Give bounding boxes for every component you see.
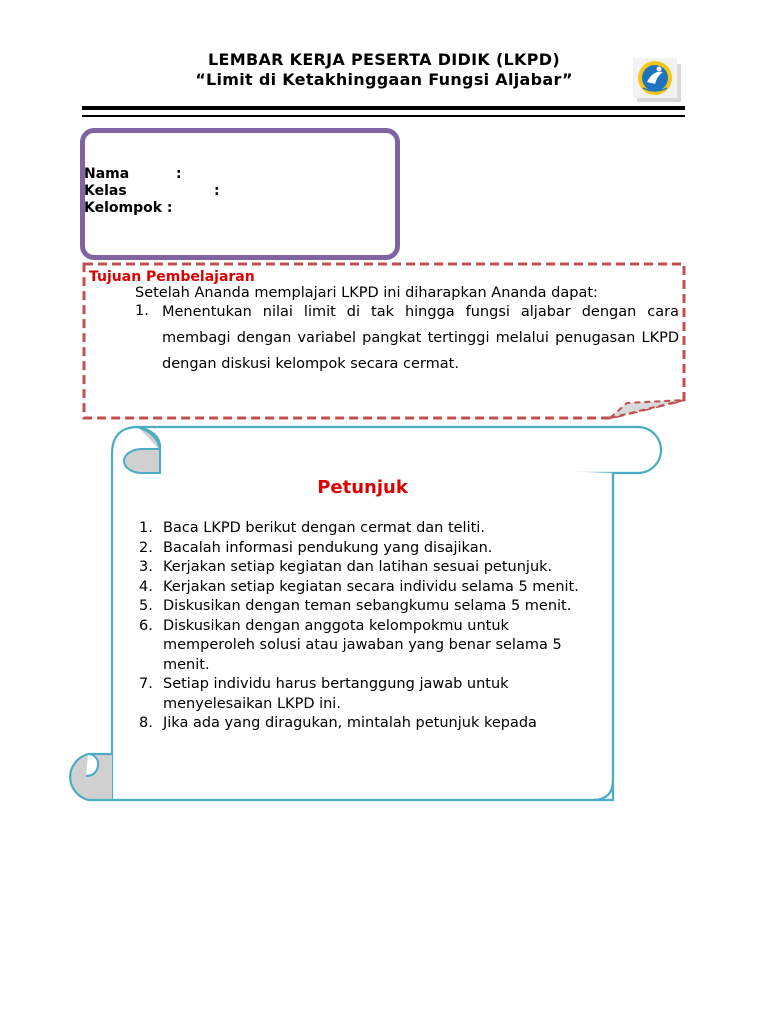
instruction-number: 8. [139, 715, 153, 731]
instruction-item [120, 617, 605, 676]
instruction-item [120, 578, 605, 598]
instruction-text: Kerjakan setiap kegiatan dan latihan sesuai petunjuk. [163, 559, 553, 575]
instruction-number: 7. [139, 676, 153, 692]
instruction-item [120, 558, 605, 578]
instruction-text: Kerjakan setiap kegiatan secara individu selama 5 menit. [163, 578, 579, 595]
student-identity-box [80, 128, 400, 260]
nama-label: Nama [84, 166, 130, 182]
document-subtitle: “Limit di Ketakhinggaan Fungsi Aljabar” [195, 70, 573, 89]
objective-text: Menentukan nilai limit di tak hingga fungsi aljabar dengan cara membagi dengan variabel pangkat tertinggi melalui penugasan LKPD dengan diskusi kelompok secara cermat. [162, 304, 679, 372]
instruction-item [120, 714, 605, 734]
instruction-number: 6. [139, 617, 153, 634]
header-divider-thick [82, 106, 685, 110]
instructions-list-area [120, 519, 605, 749]
instructions-list [120, 519, 605, 734]
instruction-number: 4. [139, 578, 153, 595]
instruction-number: 2. [139, 539, 153, 556]
objectives-intro: Setelah Ananda memplajari LKPD ini diharapkan Ananda dapat: [135, 285, 598, 301]
instruction-item [120, 519, 605, 539]
instruction-text: Setiap individu harus bertanggung jawab untuk menyelesaikan LKPD ini. [163, 676, 509, 712]
instruction-item [120, 675, 605, 714]
instruction-text: Bacalah informasi pendukung yang disajikan. [163, 539, 493, 556]
kelas-label: Kelas [84, 183, 127, 199]
objective-number: 1. [135, 303, 149, 319]
nama-colon: : [176, 166, 182, 182]
header-divider-thin [82, 115, 685, 117]
instructions-title: Petunjuk [317, 477, 408, 498]
instruction-text: Diskusikan dengan anggota kelompokmu untuk memperoleh solusi atau jawaban yang benar selama 5 menit. [163, 617, 562, 673]
instruction-number: 1. [139, 520, 153, 536]
instruction-text: Diskusikan dengan teman sebangkumu selama 5 menit. [163, 598, 572, 614]
instruction-number: 3. [139, 559, 153, 575]
instruction-item [120, 539, 605, 559]
instruction-text: Baca LKPD berikut dengan cermat dan teliti. [163, 520, 485, 536]
instruction-item [120, 597, 605, 617]
document-title: LEMBAR KERJA PESERTA DIDIK (LKPD) [208, 50, 560, 69]
kelompok-label: Kelompok : [84, 200, 173, 216]
instruction-text: Jika ada yang diragukan, mintalah petunjuk kepada [163, 715, 537, 731]
tut-wuri-handayani-logo-icon [633, 58, 683, 102]
instruction-number: 5. [139, 598, 153, 614]
kelas-colon: : [214, 183, 220, 199]
objectives-title: Tujuan Pembelajaran [89, 269, 255, 285]
